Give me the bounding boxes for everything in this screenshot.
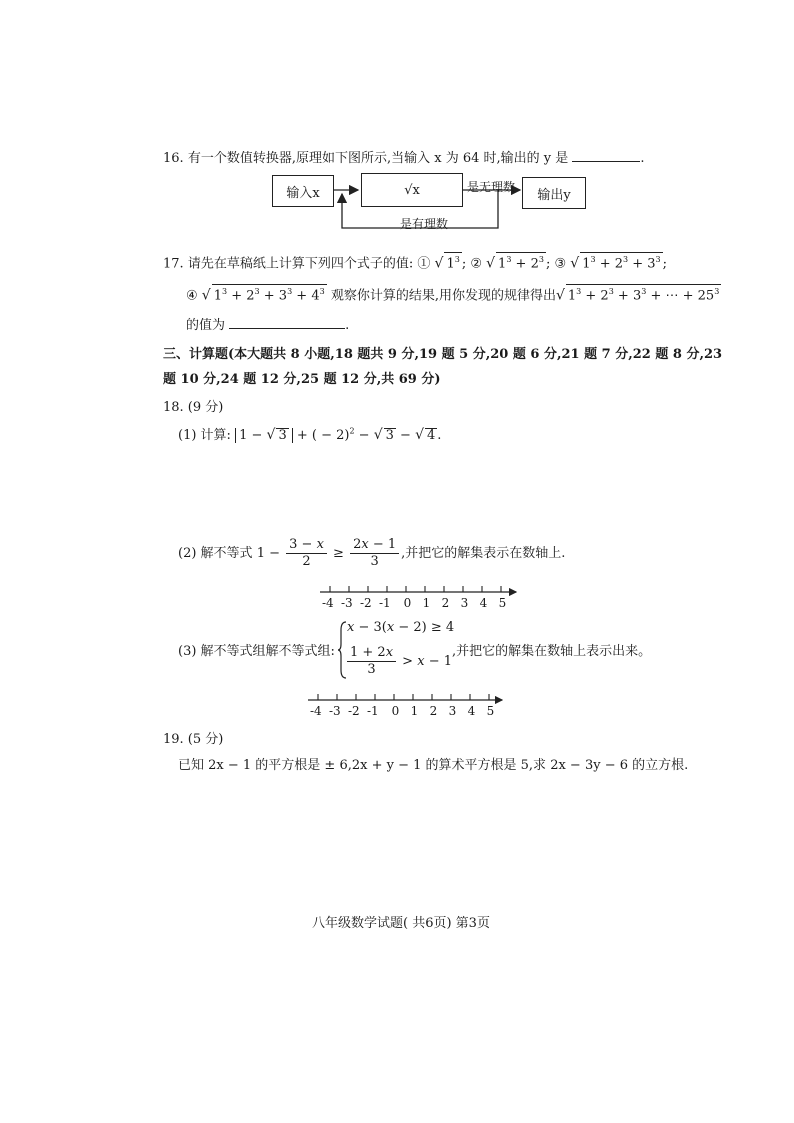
flow-irrational-label: 是无理数 (467, 180, 516, 194)
q17-item-1: ① (417, 256, 431, 272)
section3-title-line1: 三、计算题(本大题共 8 小题,18 题共 9 分,19 题 5 分,20 题 6 分,21 题 7 分,22 题 8 分,23 (163, 347, 723, 362)
q16-text: 有一个数值转换器,原理如下图所示,当输入 x 为 64 时,输出的 y 是 (187, 151, 569, 166)
q18-p3-tail: ,并把它的解集在数轴上表示出来。 (452, 644, 652, 659)
q17-item-2: ② (470, 256, 482, 272)
q17-item-4: ④ (186, 288, 198, 304)
flow-input-label: 输入x (286, 185, 320, 201)
number-line-2-ticks (318, 694, 489, 700)
number-line-1-labels: -4 -3 -2 -1 0 1 2 3 4 5 (322, 596, 507, 610)
q16-number: 16. (163, 151, 184, 166)
q17-observe-text: 观察你计算的结果,用你发现的规律得出 (330, 288, 556, 304)
q17-item-3: ③ (554, 256, 567, 272)
flow-output-label: 输出y (537, 187, 571, 203)
q18-header: 18. (9 分) (163, 400, 224, 415)
q16-answer-blank[interactable] (572, 149, 640, 162)
q17-value-text: 的值为 (186, 318, 226, 333)
q17-line1: 17. 请先在草稿纸上计算下列四个式子的值: ① √ $1^3$ ; ② √ $1^3 + 2^3$ ; ③ √ $1^3 + 2^3 + 3^3$ ; (163, 252, 667, 271)
q18-part3-label: (3) 解不等式组解不等式组: (178, 644, 335, 659)
q17-answer-blank[interactable] (229, 316, 345, 329)
flow-sqrt-label: √x (404, 182, 420, 198)
number-line-1 (316, 584, 522, 596)
q18-part1: (1) 计算: 1 − √ 3 + ( − 2)$^2$ − √ 3 − √ 4 . (178, 426, 442, 443)
q19-header: 19. (5 分) (163, 732, 224, 747)
q17-number: 17. (163, 256, 184, 272)
q18-p1-label: (1) 计算: (178, 428, 231, 443)
number-line-2-labels: -4 -3 -2 -1 0 1 2 3 4 5 (310, 704, 495, 718)
q16-line: 16. 有一个数值转换器,原理如下图所示,当输入 x 为 64 时,输出的 y 是 . (163, 151, 645, 166)
page-footer: 八年级数学试题( 共6页) 第3页 (312, 916, 490, 931)
flow-input-box (272, 175, 334, 207)
q17-line3: 的值为 . (186, 318, 350, 333)
q18-p2-tail: ,并把它的解集表示在数轴上. (401, 546, 566, 561)
q18-p2-label: (2) 解不等式 (178, 546, 253, 561)
number-line-1-ticks (330, 586, 501, 592)
flow-output-box (522, 177, 586, 209)
system-inequality-1: x − 3(x − 2) ≥ 4 (347, 620, 455, 635)
number-line-2 (306, 692, 508, 704)
section3-title-line2: 题 10 分,24 题 12 分,25 题 12 分,共 69 分) (163, 372, 441, 387)
q17-intro: 请先在草稿纸上计算下列四个式子的值: (187, 256, 414, 272)
flow-rational-label: 是有理数 (400, 217, 449, 231)
q19-text: 已知 2x − 1 的平方根是 ± 6,2x + y − 1 的算术平方根是 5,求 2x − 3y − 6 的立方根. (178, 758, 689, 773)
q17-line2: ④ √ $1^3 + 2^3 + 3^3 + 4^3$ 观察你计算的结果,用你发现的规律得出√ $1^3 + 2^3 + 3^3$ + ⋯ + $25^3$ (186, 284, 721, 303)
flow-sqrt-box (361, 173, 463, 207)
system-inequality-2: $\frac{1 + 2x}{3}$ > x − 1 (345, 645, 452, 678)
q18-part2: (2) 解不等式 1 − $\frac{3 - x}{2}$ ≥ $\frac{2x - 1}{3}$ ,并把它的解集表示在数轴上. (178, 537, 566, 569)
